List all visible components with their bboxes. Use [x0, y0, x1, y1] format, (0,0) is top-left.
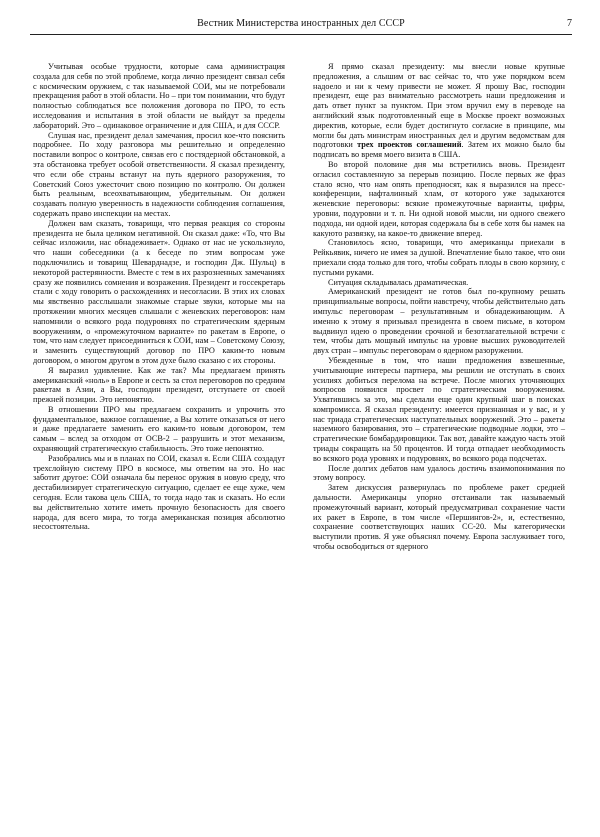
paragraph: Разобрались мы и в планах по СОИ, сказал я. Если США создадут трехслойную систему ПРО в космосе, мы ответим на это. Но нас заботит другое: СОИ означала бы перенос оружия в новую среду, что дестабилизирует стратегическую ситуацию, сделает ее еще хуже, чем сегодня. Если такова цель США, то тогда надо так и сказать. Но если вы действительно хотите иметь прочную безопасность для своего народа, для всего мира, то тогда американская позиция абсолютно несостоятельна. — [33, 453, 285, 532]
paragraph: Я выразил удивление. Как же так? Мы предлагаем принять американский «ноль» в Европе и сесть за стол переговоров по средним ракетам в Азии, а Вы, господин президент, отступаете от своей прежней позиции. Это непонятно. — [33, 365, 286, 405]
paragraph-text: Я прямо сказал президенту: мы внесли новые крупные предложения, а слышим от вас сейчас то, что уже порядком всем надоело и ни к чему привести не может. Я прошу Вас, господин президент, еще раз внимательно рассмотреть наши предложения и дать ответ пункт за пунктом. При этом вручил ему в переводе на английский язык подготовленный еще в Москве проект возможных директив, которые, если будет достигнуто согласие в принципе, мы могли бы дать министрам иностранных дел и другим ведомствам для подготовки — [313, 62, 565, 150]
journal-title: Вестник Министерства иностранных дел СССР — [197, 18, 405, 29]
paragraph: Слушая нас, президент делал замечания, просил кое-что пояснить подробнее. По ходу разговора мы решительно и определенно поставили вопрос о контроле, связав его с постядерной обстановкой, а эта обстановка требует особой ответственности. Я сказал президенту, что если обе страны встанут на путь ядерного разоружения, то Советский Союз ужесточит свою позицию по контролю. Он должен быть реальным, всеохватывающим, убедительным. Он должен создавать полную уверенность в надежности соблюдения соглашения, содержать право инспекции на местах. — [33, 130, 285, 218]
paragraph: Во второй половине дня мы встретились вновь. Президент огласил составленную за перерыв позицию. После первых же фраз стало ясно, что нам опять преподносят, как я выразился на пресс-конференции, нафталинный хлам, от которого уже задыхаются женевские переговоры: всякие промежуточные варианты, цифры, уровни, подуровни и т. п. Ни одной новой мысли, ни одного свежего подхода, ни одной идеи, которая содержала бы в себе хотя бы намек на какуюто развязку, на какое-то движение вперед. — [313, 159, 565, 238]
paragraph: Затем дискуссия развернулась по проблеме ракет средней дальности. Американцы упорно отстаивали так называемый промежуточный вариант, который предусматривал сохранение части их ракет в Европе, в том числе «Першингов-2», и, естественно, сохранение соответствующих наших СС-20. Мы категорически выступили против. Я уже объяснял почему. Европа заслуживает того, чтобы освободиться от ядерного — [313, 483, 565, 552]
page-number: 7 — [567, 18, 572, 29]
left-column — [33, 62, 285, 532]
running-header — [30, 18, 572, 38]
paragraph-text: . Затем их можно было бы подписать во время моего визита в США. — [313, 140, 565, 160]
paragraph: Убежденные в том, что наши предложения взвешенные, учитывающие интересы партнера, мы решили не отступать в своих усилиях добиться перелома на встрече. После многих уточняющих вопросов появился просвет по стратегическим вооружениям. Ухватившись за это, мы сделали еще один крупный шаг в поисках компромисса. Я сказал президенту: имеется признанная и у вас, и у нас триада стратегических наступательных вооружений. Это – ракеты наземного базирования, это – стратегические подводные лодки, это – стратегические бомбардировщики. Так вот, давайте каждую часть этой триады сокращать на 50 процентов. И тогда отпадает необходимость во всякого рода уровнях и подуровнях, во всякого рода подсчетах. — [313, 355, 565, 463]
paragraph: Учитывая особые трудности, которые сама администрация создала для себя по этой проблеме, когда лично президент связал себя с космическим оружием, с так называемой СОИ, мы не потребовали прекращения работ в этой области. Но – при том понимании, что будут полностью соблюдаться все положения договора по ПРО, то есть исследования и испытания в этой области не выйдут за пределы лабораторий. Это – одинаковое ограничение и для США, и для СССР. — [33, 62, 286, 130]
paragraph: В отношении ПРО мы предлагаем сохранить и упрочить это фундаментальное, важное соглашение, а Вы хотите отказаться от него и даже предлагаете заменить его каким-то новым договором, тем самым – вслед за отходом от ОСВ-2 – разрушить и этот механизм, охраняющий стратегическую стабильность. Это тоже непонятно. — [33, 404, 285, 454]
paragraph: Ситуация складывалась драматическая. — [328, 277, 469, 287]
bold-phrase: трех проектов соглашений — [357, 140, 462, 150]
header-rule — [30, 34, 572, 35]
right-column — [313, 62, 565, 552]
paragraph — [313, 62, 565, 160]
paragraph: Должен вам сказать, товарищи, что первая реакция со стороны президента не была целиком негативной. Он сказал даже: «То, что Вы сейчас изложили, нас обнадеживает». Однако от нас не ускользнуло, что наши собеседники (а к беседе по этим вопросам уже подключились и товарищ Шеварднадзе, и господин Дж. Шульц) в некоторой растерянности. Вместе с тем в их разрозненных замечаниях сразу же появились сомнения и возражения. Президент и госсекретарь стали с ходу говорить о расхождениях и несогласии. В этих их словах мы явственно расслышали знакомые старые звуки, которые мы на протяжении многих месяцев слышали с женевских переговоров: нам напомнили о всякого рода подуровнях по стратегическим ядерным вооружениям, о «промежуточном варианте» по ракетам в Европе, о том, что нам следует присоединиться к СОИ, нам – Советскому Союзу, и заменить существующий договор по ПРО каким-то новым договором, о многом другом в этом духе было сказано с их стороны. — [33, 218, 285, 365]
paragraph: После долгих дебатов нам удалось достичь взаимопонимания по этому вопросу. — [313, 463, 565, 483]
paragraph: Американский президент не готов был по-крупному решать принципиальные вопросы, пойти навстречу, чтобы действительно дать импульс переговорам – результативным и обнадеживающим. А именно к этому я призывал президента в своем письме, в котором выдвинул идею о проведении срочной и безотлагательной встречи с тем, чтобы дать мощный импульс на уровне высших руководителей двух стран – импульс переговорам о ядерном разоружении. — [313, 287, 565, 356]
paragraph: Становилось ясно, товарищи, что американцы приехали в Рейкьявик, ничего не имея за душой. Впечатление было такое, что они приехали сюда только для того, чтобы собрать плоды в свою корзину, с пустыми руками. — [313, 238, 565, 277]
